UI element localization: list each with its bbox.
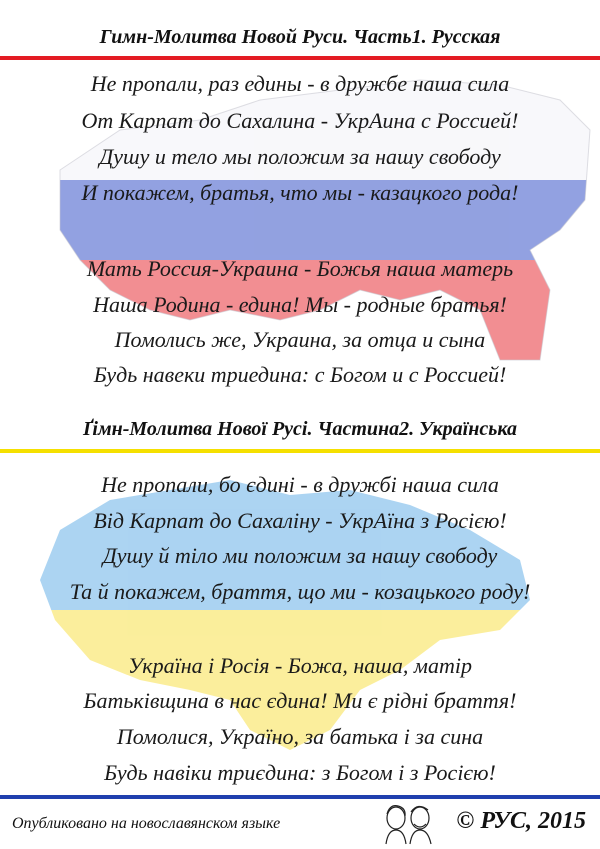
section1-red-rule bbox=[0, 56, 600, 60]
verse-line: Не пропали, раз едины - в дружбе наша сила bbox=[90, 71, 510, 96]
verse-line: Душу и тело мы положим за нашу свободу bbox=[99, 144, 501, 169]
verse-line: Батьківщина в нас єдина! Ми є рідні браття! bbox=[83, 688, 517, 713]
verse-line: Помолися, Україно, за батька і за сина bbox=[116, 724, 484, 749]
section2-title: Ґімн-Молитва Нової Русі. Частина2. Українська bbox=[83, 418, 517, 440]
verse-line: Україна і Росія - Божа, наша, матір bbox=[128, 653, 472, 678]
footer-blue-rule bbox=[0, 795, 600, 799]
verse-line: Від Карпат до Сахаліну - УкрАїна з Росією! bbox=[93, 508, 507, 533]
verse-line: Та й покажем, браття, що ми - козацького роду! bbox=[69, 579, 531, 604]
verse-line: Наша Родина - едина! Мы - родные братья! bbox=[93, 292, 507, 317]
two-portraits-icon bbox=[378, 800, 440, 846]
verse-line: Помолись же, Украина, за отца и сына bbox=[114, 327, 486, 352]
verse-line: От Карпат до Сахалина - УкрАина с Россией! bbox=[81, 108, 519, 133]
copyright-text: © РУС, 2015 bbox=[456, 808, 586, 834]
verse-line: Не пропали, бо єдині - в дружбі наша сила bbox=[101, 472, 499, 497]
verse-line: Будь навеки триедина: с Богом и с Россией! bbox=[93, 362, 507, 387]
section1-title: Гимн-Молитва Новой Руси. Часть1. Русская bbox=[99, 26, 501, 48]
verse-line: Душу й тіло ми положим за нашу свободу bbox=[102, 543, 498, 568]
verse-line: Будь навіки триєдина: з Богом і з Росією! bbox=[104, 760, 496, 785]
verse-line: Мать Россия-Украина - Божья наша матерь bbox=[86, 256, 514, 281]
published-note: Опубликовано на новославянском языке bbox=[12, 815, 281, 832]
verse-line: И покажем, братья, что мы - казацкого рода! bbox=[81, 180, 519, 205]
section2-yellow-rule bbox=[0, 449, 600, 453]
